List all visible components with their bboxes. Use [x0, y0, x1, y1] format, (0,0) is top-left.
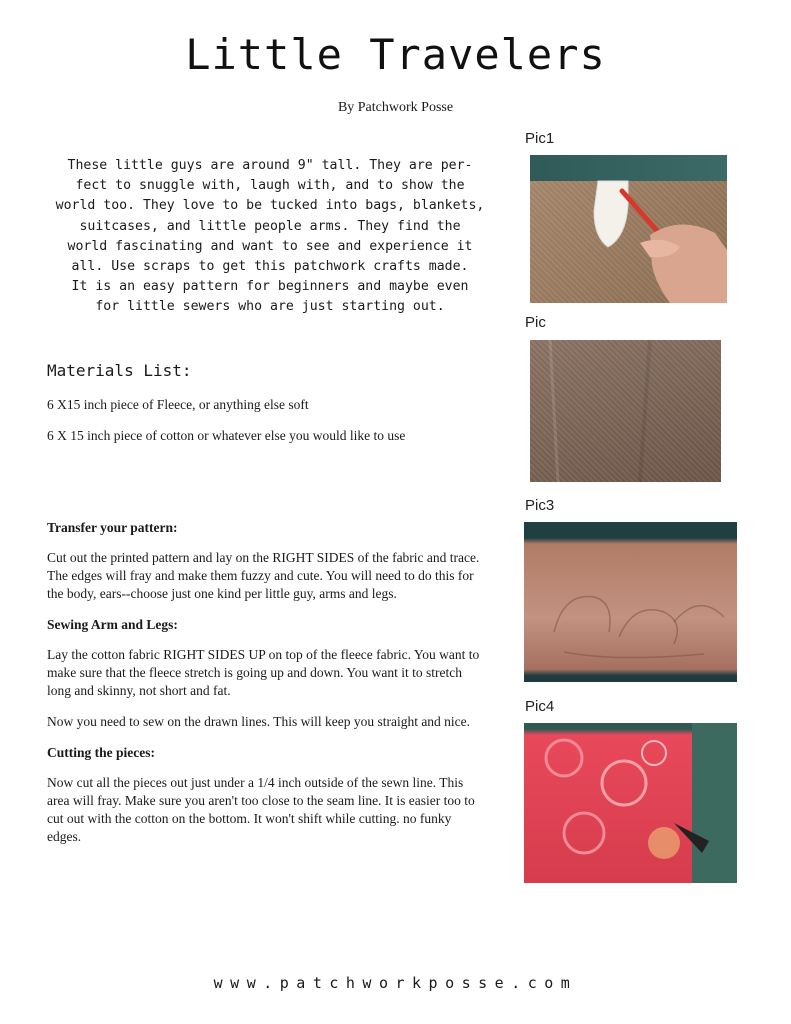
- pic-label: Pic3: [525, 497, 555, 514]
- byline: By Patchwork Posse: [337, 100, 454, 115]
- photo-cutting-pieces: [524, 723, 737, 883]
- tracing-illustration: [530, 155, 727, 303]
- intro-line: all. Use scraps to get this patchwork crafts made.: [71, 259, 469, 275]
- materials-heading: Materials List:: [47, 361, 192, 380]
- section-heading-transfer: Transfer your pattern:: [47, 520, 178, 535]
- materials-item: 6 X15 inch piece of Fleece, or anything else soft: [47, 397, 309, 412]
- intro-line: It is an easy pattern for beginners and maybe even: [71, 279, 469, 295]
- photo-fleece-fabric: [530, 340, 721, 482]
- intro-line: suitcases, and little people arms. They find the: [79, 218, 461, 234]
- intro-line: world too. They love to be tucked into bags, blankets,: [55, 198, 485, 214]
- pic-label: Pic4: [525, 698, 555, 715]
- intro-line: These little guys are around 9" tall. They are per-: [67, 158, 473, 173]
- patterned-fabric: [524, 723, 737, 883]
- intro-text: [44, 156, 496, 318]
- section-heading-cutting: Cutting the pieces:: [47, 745, 155, 760]
- materials-item: 6 X 15 inch piece of cotton or whatever else you would like to use: [47, 428, 406, 443]
- instructions: [47, 519, 487, 859]
- fabric-texture: [530, 340, 721, 482]
- photo-tracing-pattern: [530, 155, 727, 303]
- section-paragraph: Now cut all the pieces out just under a 1/4 inch outside of the sewn line. This area will fray. Make sure you aren't too close to the seam line. It is easier too to cut out with the cotton on the bottom. It won't shift while cutting. no funky edges.: [47, 775, 475, 844]
- section-heading-sewing: Sewing Arm and Legs:: [47, 617, 178, 632]
- section-paragraph: Now you need to sew on the drawn lines. This will keep you straight and nice.: [47, 714, 471, 729]
- section-paragraph: Lay the cotton fabric RIGHT SIDES UP on top of the fleece fabric. You want to make sure that the fleece stretch is going up and down. You want it to stretch long and skinny, not short and fat.: [47, 647, 480, 698]
- pic-label: Pic1: [525, 130, 555, 147]
- traced-lines: [524, 522, 737, 682]
- pic-label: Pic: [525, 314, 546, 331]
- photo-traced-fabric: [524, 522, 737, 682]
- intro-line: fect to snuggle with, laugh with, and to show the: [75, 178, 465, 194]
- footer-url: www.patchworkposse.com: [213, 974, 578, 992]
- section-paragraph: Cut out the printed pattern and lay on the RIGHT SIDES of the fabric and trace. The edges will fray and make them fuzzy and cute. You will need to do this for the body, ears--choose just one kind per little guy, arms and legs.: [47, 550, 480, 601]
- page-title: Little Travelers: [185, 30, 606, 79]
- intro-line: world fascinating and want to see and experience it: [67, 238, 473, 254]
- intro-line: for little sewers who are just starting out.: [95, 299, 445, 315]
